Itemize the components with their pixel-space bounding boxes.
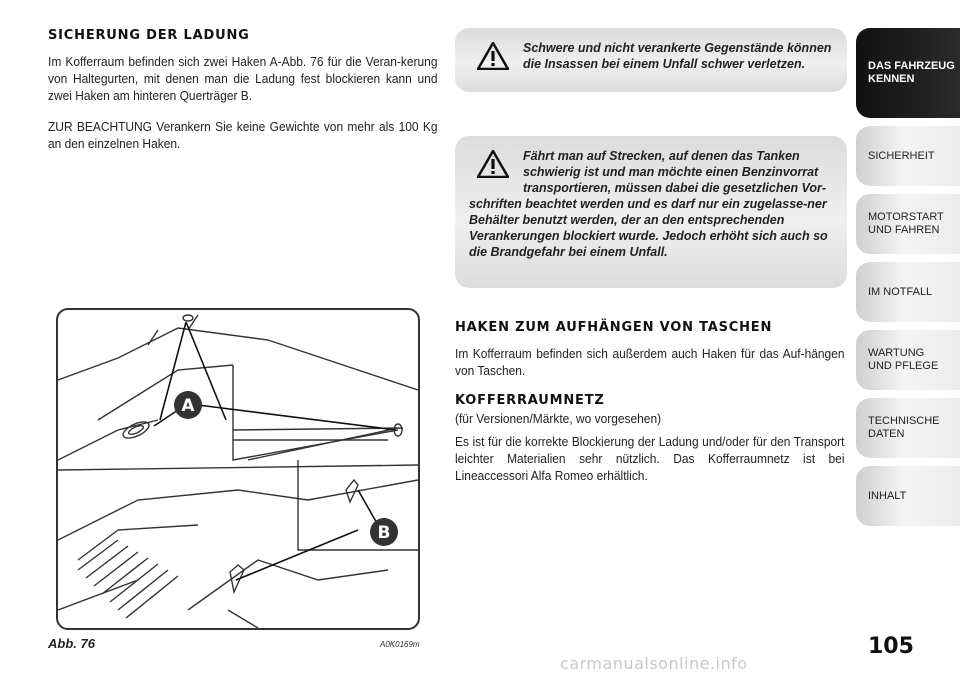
warning-2-text-indented: Fährt man auf Strecken, auf denen das Tanken schwierig ist und man möchte einen Benzinvorrat transportieren, müssen dabei die gesetzlichen Vor- — [523, 149, 827, 195]
subheading-versionen: (für Versionen/Märkte, wo vorgesehen) — [455, 411, 662, 426]
tab-wartung-und-pflege[interactable]: WARTUNG UND PFLEGE — [856, 330, 960, 390]
tab-das-fahrzeug-kennen[interactable]: DAS FAHRZEUG KENNEN — [856, 28, 960, 118]
label-a: A — [181, 396, 195, 416]
tab-motorstart-und-fahren[interactable]: MOTORSTART UND FAHREN — [856, 194, 960, 254]
section-heading-taschen: HAKEN ZUM AUFHÄNGEN VON TASCHEN — [455, 320, 773, 335]
tab-technische-daten[interactable]: TECHNISCHE DATEN — [856, 398, 960, 458]
tab-im-notfall[interactable]: IM NOTFALL — [856, 262, 960, 322]
paragraph-kofferraumnetz: Es ist für die korrekte Blockierung der Ladung und/oder für den Transport leichter Materialien sehr nützlich. Das Kofferraumnetz ist bei Lineaccessori Alfa Romeo erhältlich. — [455, 434, 845, 483]
paragraph-taschen: Im Kofferraum befinden sich außerdem auch Haken für das Auf-hängen von Taschen. — [455, 346, 845, 378]
section-heading-sicherung: SICHERUNG DER LADUNG — [48, 28, 250, 43]
watermark: carmanualsonline.info — [560, 654, 748, 673]
tab-inhalt[interactable]: INHALT — [856, 466, 960, 526]
chapter-sidebar — [856, 28, 960, 534]
label-b: B — [377, 523, 391, 543]
warning-2-text-rest: schriften beachtet werden und es darf nur ein zugelasse-ner Behälter benutzt werden, der an den entsprechenden Verankerungen blockiert wurde. Jedoch erhöht sich auch so die Brandgefahr bei einem Unfall. — [469, 197, 828, 259]
paragraph-haken: Im Kofferraum befinden sich zwei Haken A-Abb. 76 für die Veran-kerung von Haltegurten, mit denen man die Ladung fest blockieren kann und zwei Haken am hinteren Querträger B. — [48, 54, 438, 103]
trunk-illustration — [58, 310, 418, 628]
warning-box-2 — [455, 136, 847, 288]
paragraph-beachtung: ZUR BEACHTUNG Verankern Sie keine Gewichte von mehr als 100 Kg an den einzelnen Haken. — [48, 119, 438, 151]
warning-1-text: Schwere und nicht verankerte Gegenstände können die Insassen bei einem Unfall schwer verletzen. — [523, 41, 832, 71]
warning-triangle-icon — [477, 42, 509, 70]
right-column — [455, 28, 847, 498]
page-number: 105 — [868, 634, 914, 659]
figure-frame — [56, 308, 420, 630]
warning-box-1 — [455, 28, 847, 92]
warning-triangle-icon — [477, 150, 509, 178]
figure-code: A0K0169m — [380, 640, 420, 649]
left-column — [48, 28, 440, 166]
figure-caption: Abb. 76 — [48, 636, 95, 651]
section-heading-kofferraumnetz: KOFFERRAUMNETZ — [455, 393, 605, 408]
figure-abb-76 — [48, 308, 416, 628]
tab-sicherheit[interactable]: SICHERHEIT — [856, 126, 960, 186]
